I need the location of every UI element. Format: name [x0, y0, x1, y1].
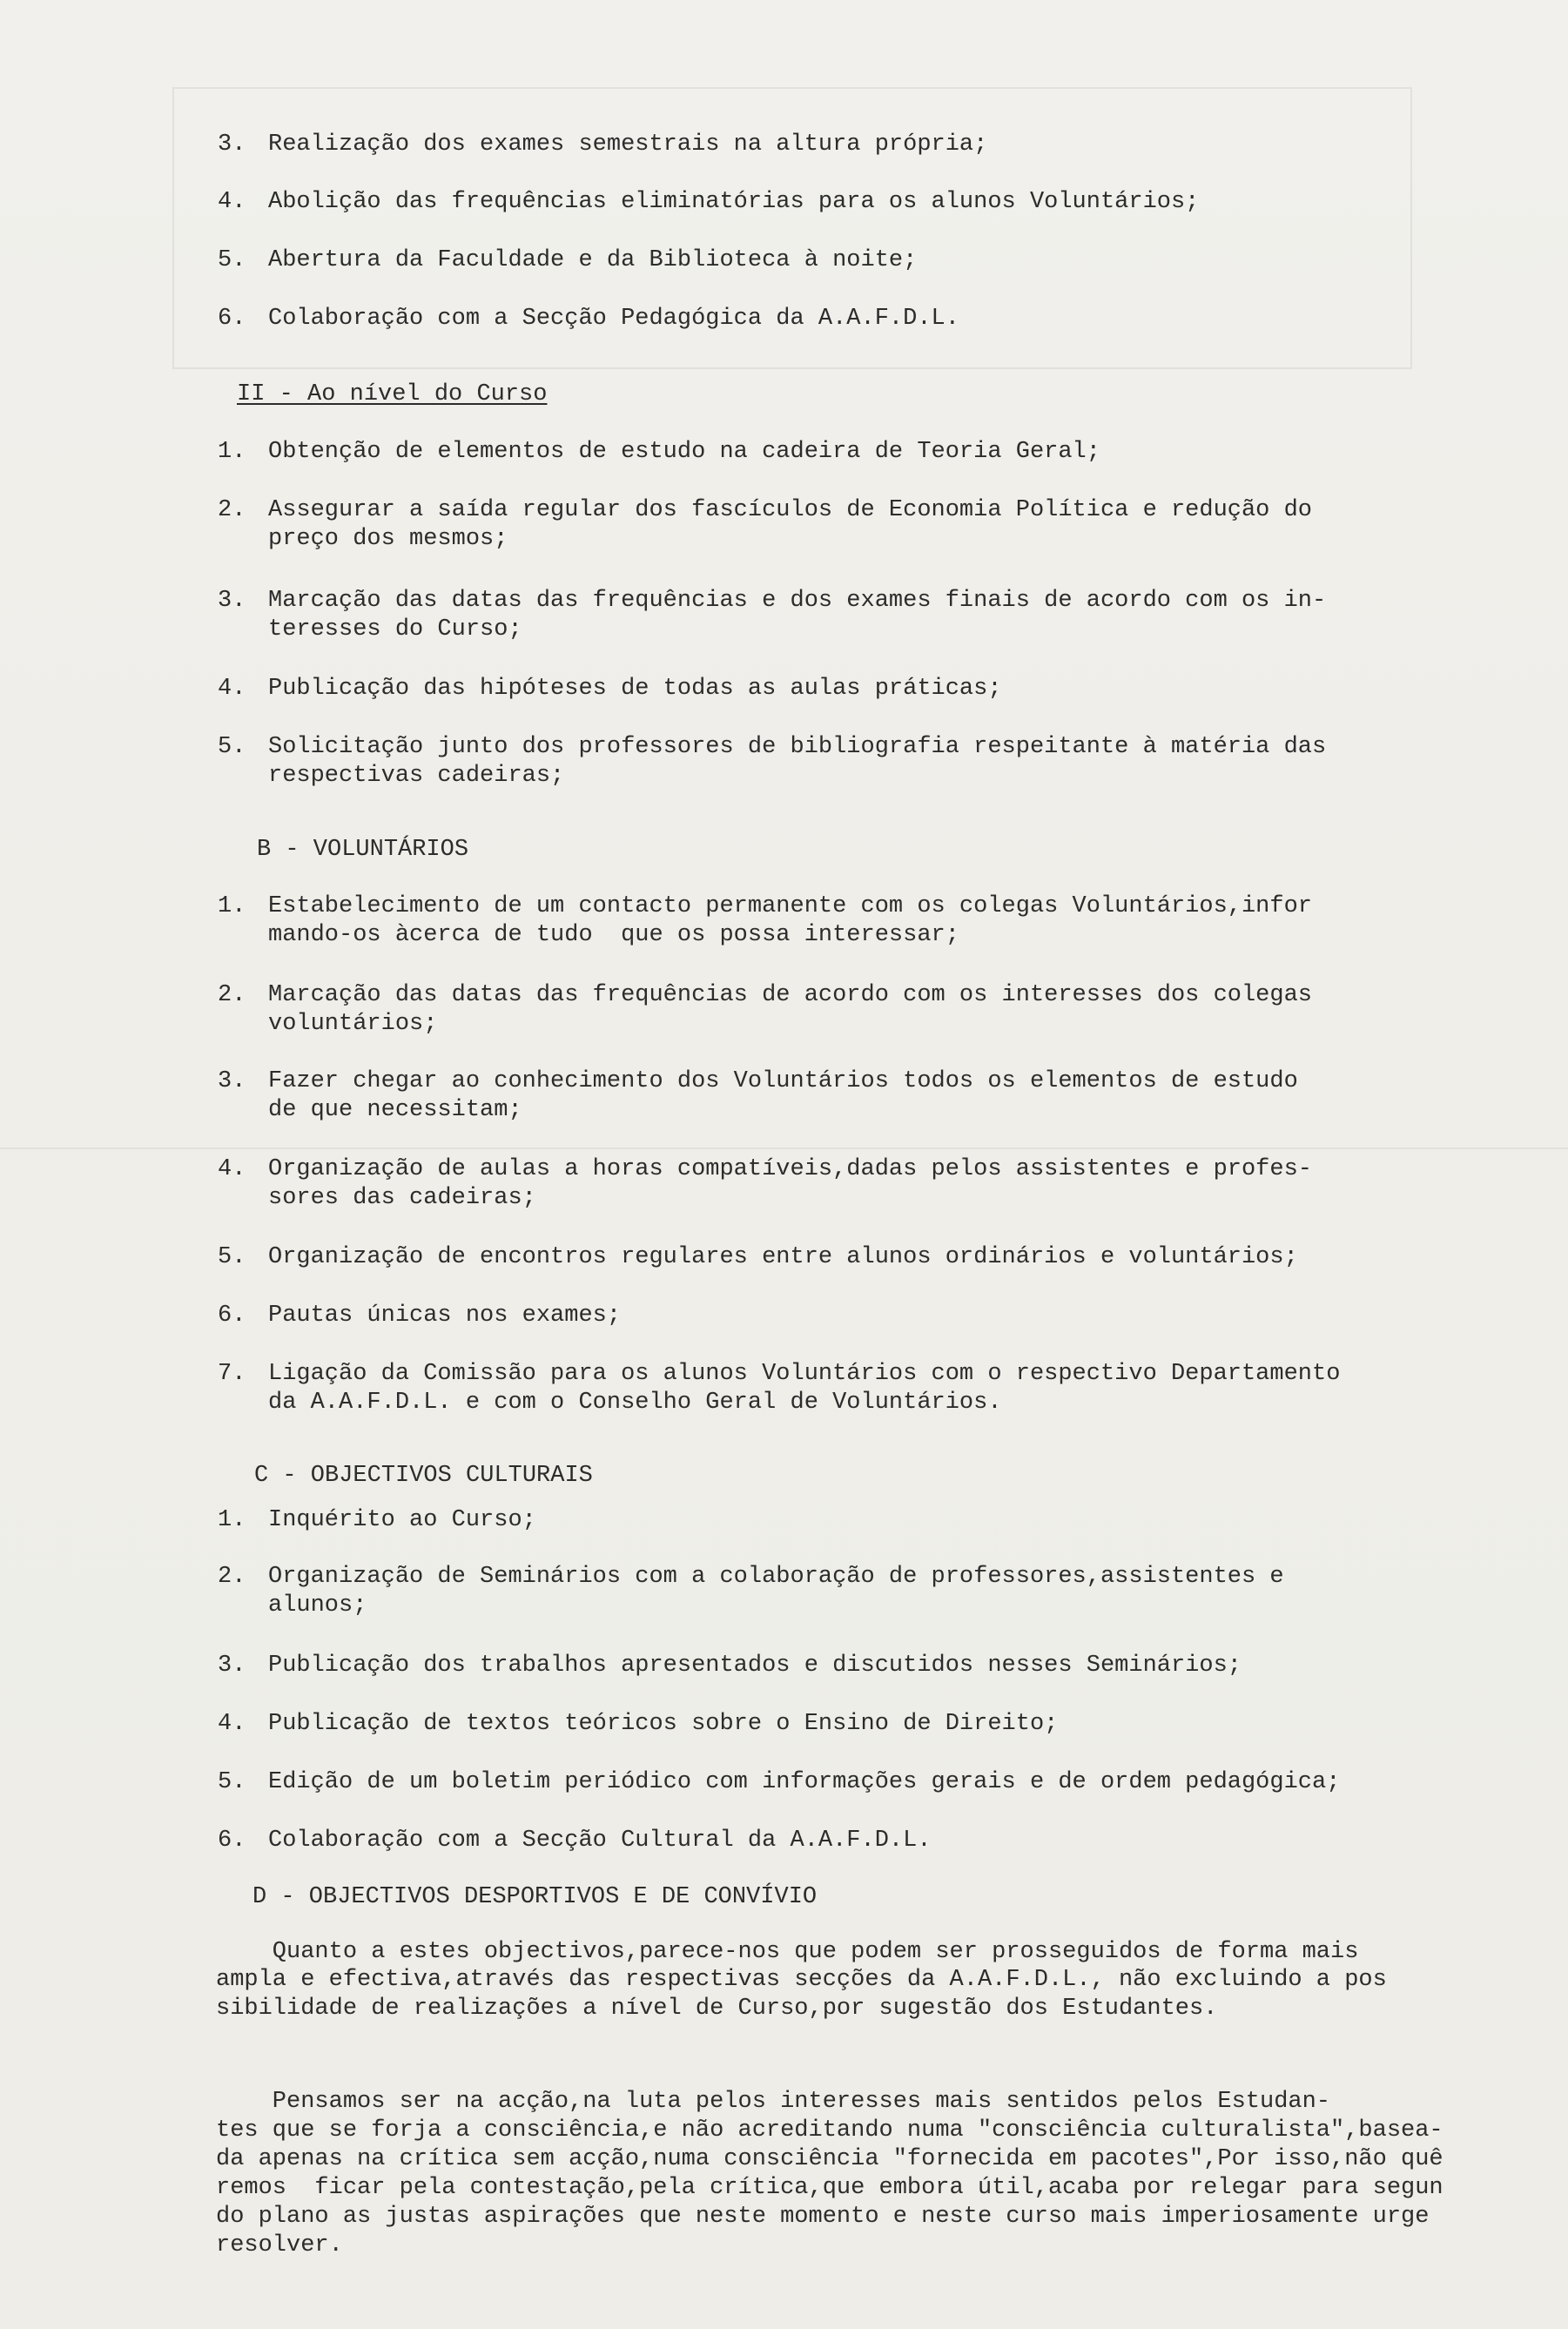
list-item: 5. Solicitação junto dos professores de bibliografia respeitante à matéria das respectivas cadeiras; [218, 734, 1327, 789]
paragraph-line: sibilidade de realizações a nível de Curso,por sugestão dos Estudantes. [216, 1996, 1218, 2022]
list-item: 6. Colaboração com a Secção Pedagógica da A.A.F.D.L. [218, 306, 959, 332]
paragraph-line: Pensamos ser na acção,na luta pelos interesses mais sentidos pelos Estudan- [216, 2089, 1331, 2115]
list-item: 5. Abertura da Faculdade e da Biblioteca à noite; [218, 247, 918, 273]
list-item: 2. Assegurar a saída regular dos fascículos de Economia Política e redução do preço dos mesmos; [218, 497, 1312, 552]
list-item: 3. Realização dos exames semestrais na altura própria; [218, 131, 988, 158]
list-item: 6. Colaboração com a Secção Cultural da A.A.F.D.L. [218, 1828, 932, 1854]
paragraph-line: remos ficar pela contestação,pela crítica,que embora útil,acaba por relegar para segun [216, 2175, 1444, 2201]
section-heading-curso: II - Ao nível do Curso [237, 381, 548, 407]
list-item: 3. Publicação dos trabalhos apresentados e discutidos nesses Seminários; [218, 1653, 1242, 1679]
list-item: 5. Organização de encontros regulares entre alunos ordinários e voluntários; [218, 1244, 1298, 1270]
list-item: 1. Inquérito ao Curso; [218, 1507, 536, 1533]
paragraph-line: da apenas na crítica sem acção,numa consciência "fornecida em pacotes",Por isso,não quê [216, 2146, 1444, 2172]
list-item: 3. Marcação das datas das frequências e dos exames finais de acordo com os in- teresses do Curso; [218, 588, 1327, 643]
section-heading-desportivos: D - OBJECTIVOS DESPORTIVOS E DE CONVÍVIO [252, 1884, 818, 1910]
paragraph-line: tes que se forja a consciência,e não acreditando numa "consciência culturalista",basea- [216, 2117, 1444, 2144]
list-item: 6. Pautas únicas nos exames; [218, 1302, 622, 1329]
list-item: 3. Fazer chegar ao conhecimento dos Voluntários todos os elementos de estudo de que necessitam; [218, 1068, 1298, 1123]
list-item: 1. Estabelecimento de um contacto permanente com os colegas Voluntários,infor mando-os àcerca de tudo que os possa interessar; [218, 893, 1312, 948]
list-item: 4. Organização de aulas a horas compatíveis,dadas pelos assistentes e profes- sores das cadeiras; [218, 1156, 1312, 1211]
list-item: 4. Abolição das frequências eliminatórias para os alunos Voluntários; [218, 189, 1200, 215]
list-item: 2. Organização de Seminários com a colaboração de professores,assistentes e alunos; [218, 1564, 1284, 1619]
list-item: 4. Publicação das hipóteses de todas as aulas práticas; [218, 676, 1002, 702]
list-item: 5. Edição de um boletim periódico com informações gerais e de ordem pedagógica; [218, 1769, 1341, 1795]
list-item: 1. Obtenção de elementos de estudo na cadeira de Teoria Geral; [218, 439, 1100, 465]
list-item: 4. Publicação de textos teóricos sobre o Ensino de Direito; [218, 1711, 1059, 1737]
paragraph-line: ampla e efectiva,através das respectivas secções da A.A.F.D.L., não excluindo a pos [216, 1967, 1387, 1993]
paragraph-line: do plano as justas aspirações que neste momento e neste curso mais imperiosamente urge [216, 2204, 1430, 2230]
section-heading-voluntarios: B - VOLUNTÁRIOS [257, 837, 469, 863]
list-item: 2. Marcação das datas das frequências de acordo com os interesses dos colegas voluntários; [218, 982, 1312, 1037]
paragraph-line: resolver. [216, 2232, 343, 2258]
list-item: 7. Ligação da Comissão para os alunos Voluntários com o respectivo Departamento da A.A.F.D.L. e com o Conselho Geral de Voluntários. [218, 1361, 1341, 1416]
paragraph-line: Quanto a estes objectivos,parece-nos que podem ser prosseguidos de forma mais [216, 1939, 1359, 1965]
section-heading-culturais: C - OBJECTIVOS CULTURAIS [254, 1463, 593, 1489]
